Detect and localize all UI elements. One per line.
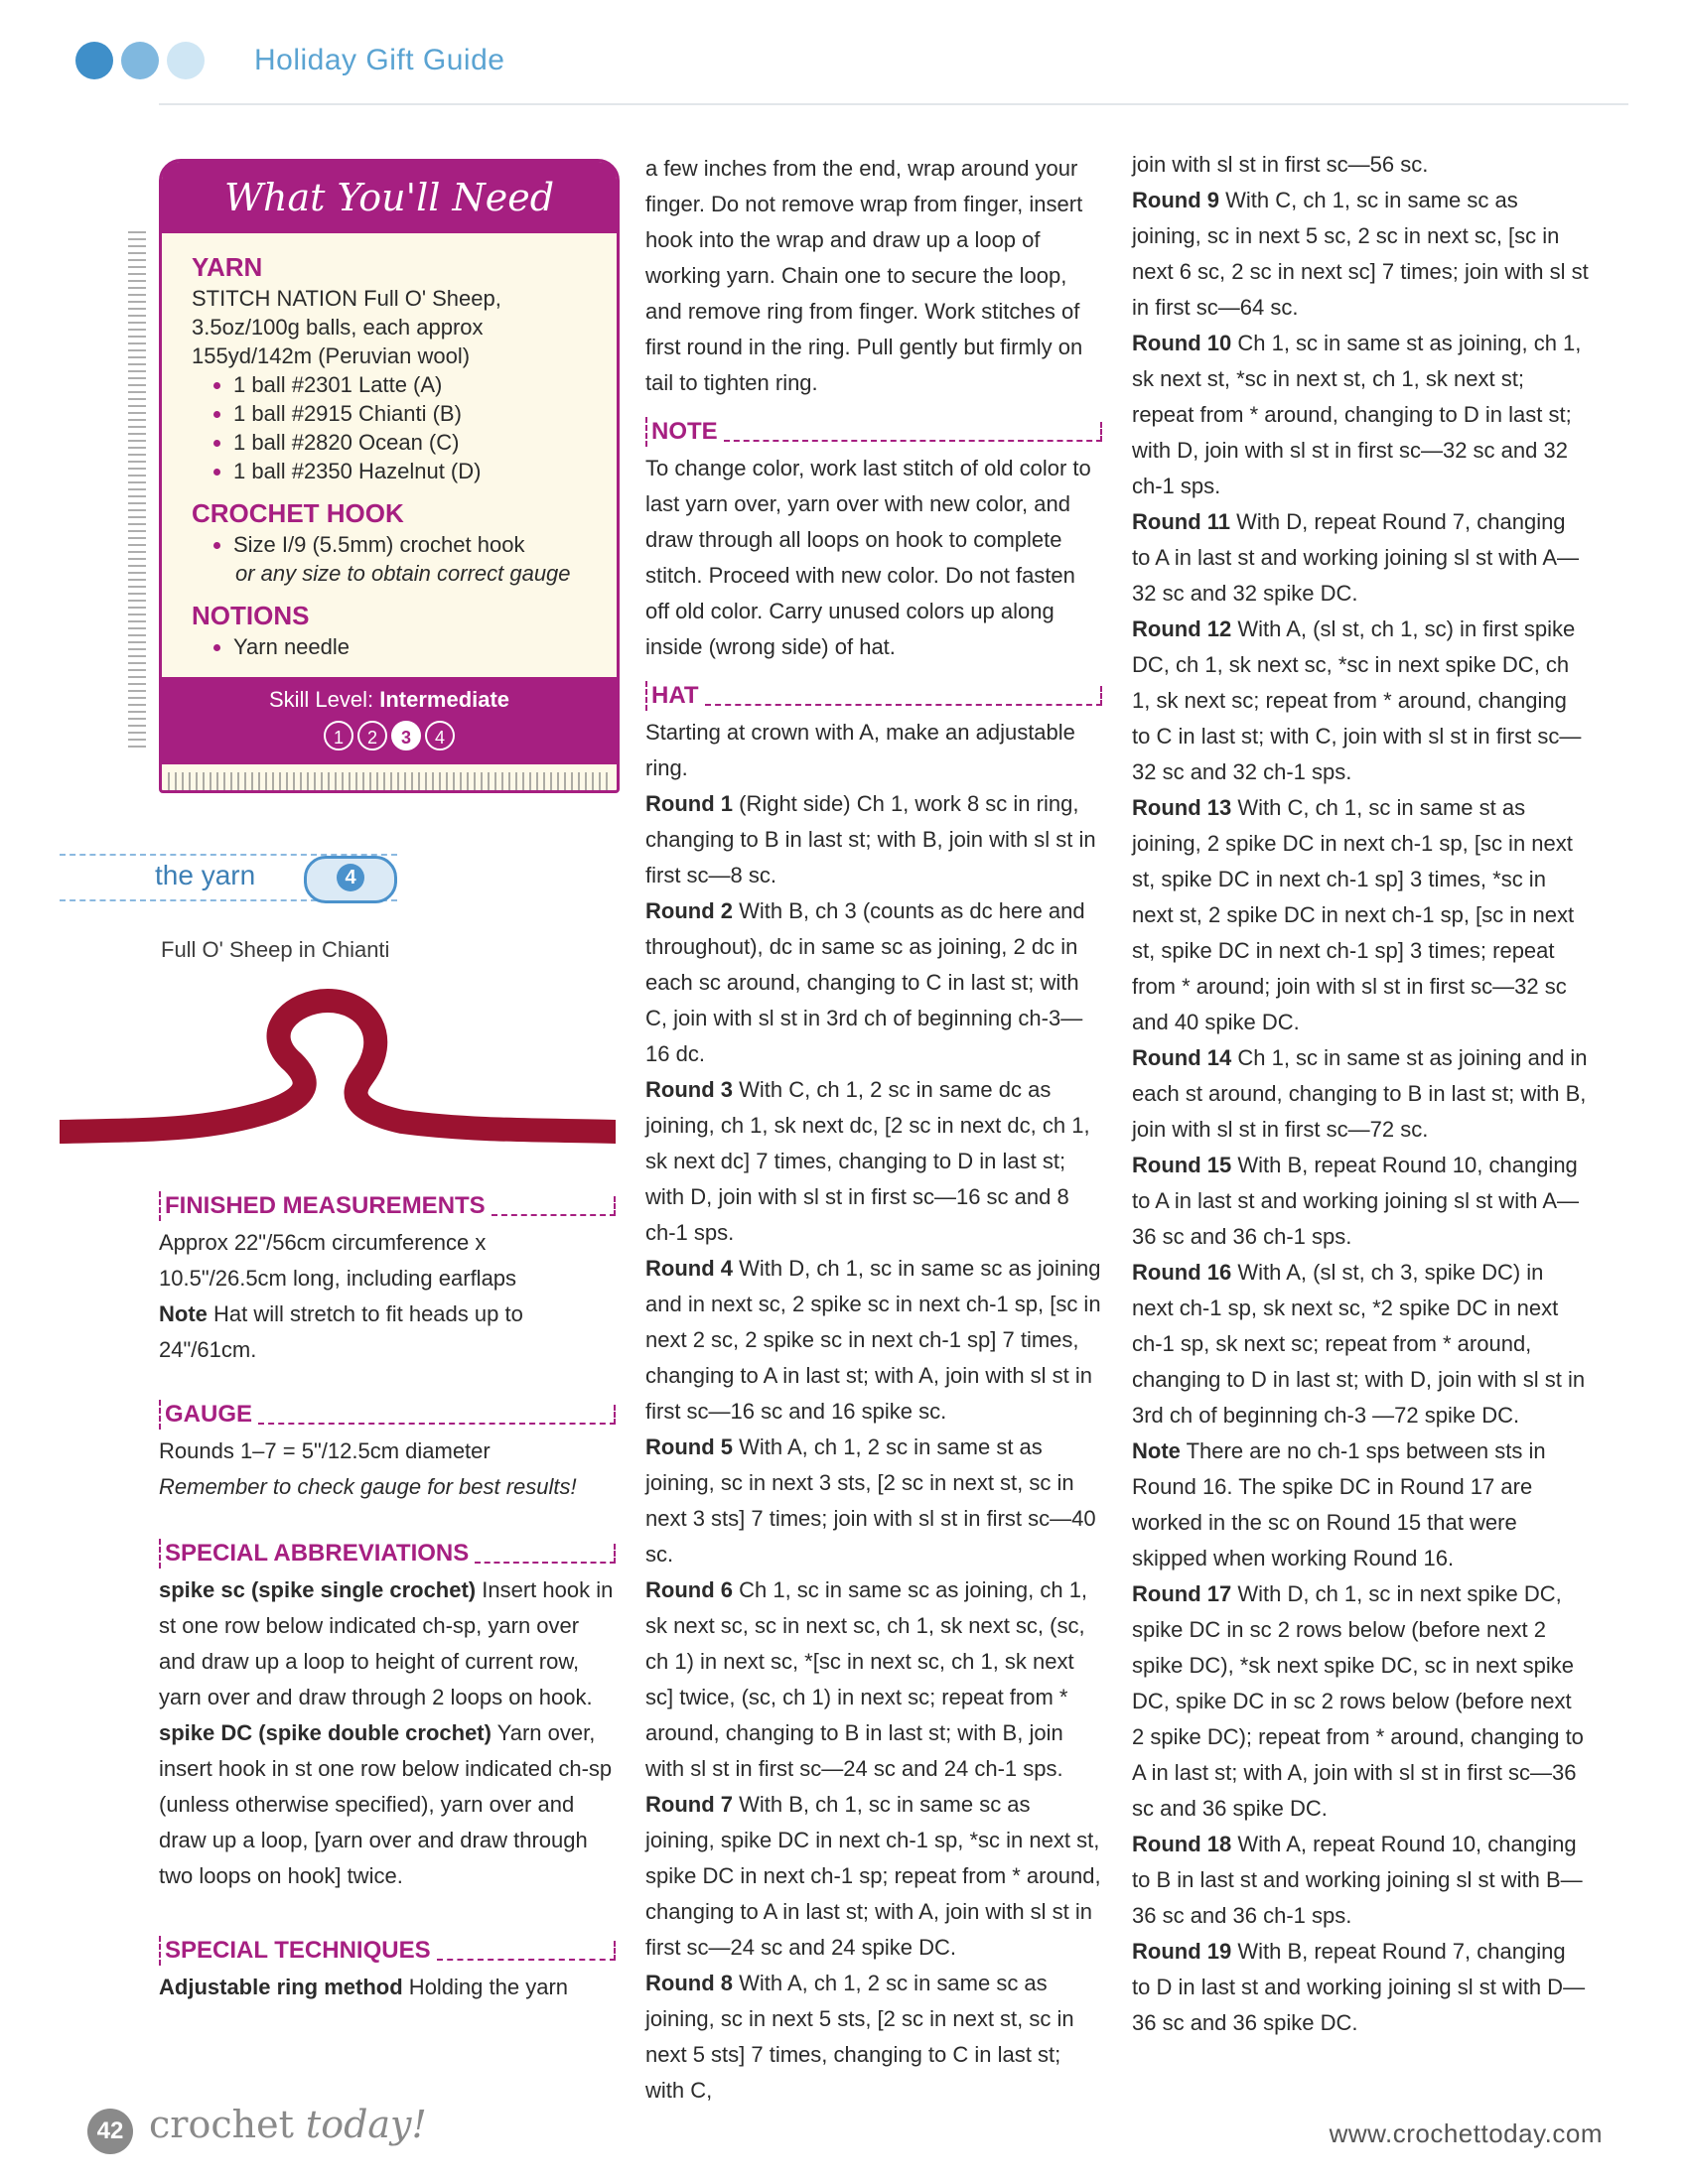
skill-level-indicator xyxy=(162,721,617,751)
left-column xyxy=(159,159,616,793)
list-item: • 1 ball #2301 Latte (A) xyxy=(233,370,597,399)
round-paragraph xyxy=(1132,1255,1589,1433)
gauge-text: Rounds 1–7 = 5"/12.5cm diameter xyxy=(159,1438,491,1463)
abbrev-term: spike sc (spike single crochet) xyxy=(159,1577,477,1602)
dot-light-blue xyxy=(167,42,205,79)
yarn-name: Full O' Sheep in Chianti xyxy=(161,937,390,962)
abbreviations-section xyxy=(159,1539,616,1894)
yarn-heading: YARN xyxy=(192,252,263,282)
dot-mid-blue xyxy=(121,42,159,79)
gauge-heading: GAUGE xyxy=(159,1400,252,1430)
yarn-strand xyxy=(60,1001,616,1132)
round-paragraph xyxy=(1132,326,1589,504)
round-text: With C, ch 1, 2 sc in same dc as joining, ch 1, sk next dc, [2 sc in next dc, ch 1, sk next dc] 7 times, changing to D in last st; with D, join with sl st in first sc—16 sc and 8 ch-1 sps. xyxy=(645,1077,1090,1245)
abbrev-heading: SPECIAL ABBREVIATIONS xyxy=(159,1539,469,1569)
continued-text: join with sl st in first sc—56 sc. xyxy=(1132,152,1429,177)
yarn-desc-3: 155yd/142m (Peruvian wool) xyxy=(192,343,471,368)
hook-heading: CROCHET HOOK xyxy=(192,498,404,528)
brand-logo xyxy=(149,2103,427,2146)
tech-item xyxy=(159,1970,616,2005)
hat-intro: Starting at crown with A, make an adjustable ring. xyxy=(645,720,1075,780)
yarn-desc-1: STITCH NATION Full O' Sheep, xyxy=(192,286,501,311)
yarn-list xyxy=(192,370,597,485)
round-paragraph xyxy=(1132,1576,1589,1827)
round-label: Round 15 xyxy=(1132,1153,1232,1177)
finished-note xyxy=(159,1297,616,1368)
round-text: With B, ch 3 (counts as dc here and throughout), dc in same sc as joining, 2 dc in each sc around, changing to C in last st; with C, join with sl st in 3rd ch of beginning ch-3—16 dc. xyxy=(645,898,1085,1066)
note-label: Note xyxy=(1132,1438,1181,1463)
brand-plain: crochet xyxy=(149,2103,306,2146)
round-paragraph xyxy=(645,786,1102,893)
hat-heading-box xyxy=(645,681,1102,711)
finished-section xyxy=(159,1191,616,1368)
website-url: www.crochettoday.com xyxy=(1329,2118,1603,2148)
hat-heading: HAT xyxy=(645,681,699,711)
round-label: Round 14 xyxy=(1132,1045,1232,1070)
round-paragraph xyxy=(645,1072,1102,1251)
heading-rule xyxy=(437,1941,616,1961)
skill-value: Intermediate xyxy=(379,687,510,712)
round-text: With B, repeat Round 10, changing to A in last st and working joining sl st with A—36 sc and 36 ch-1 sps. xyxy=(1132,1153,1580,1249)
round-label: Round 11 xyxy=(1132,509,1231,534)
gauge-reminder: Remember to check gauge for best results! xyxy=(159,1474,577,1499)
round-paragraph xyxy=(645,1251,1102,1430)
list-item: • 1 ball #2820 Ocean (C) xyxy=(233,428,597,457)
note-text: To change color, work last stitch of old color to last yarn over, yarn over with new color, and draw through all loops on hook to complete stitch. Proceed with new color. Do not fasten off old color. Carry unused colors up along inside (wrong side) of hat. xyxy=(645,456,1091,659)
skill-dot: 2 xyxy=(357,721,387,751)
notions-list xyxy=(192,632,597,661)
tech-term: Adjustable ring method xyxy=(159,1975,403,1999)
note-paragraph xyxy=(1132,1433,1589,1576)
round-paragraph xyxy=(1132,1827,1589,1934)
skill-dot: 4 xyxy=(425,721,455,751)
round-text: With A, ch 1, 2 sc in same sc as joining, sc in next 5 sts, [2 sc in next st, sc in next 5 sts] 7 times, changing to C in last st; with C, xyxy=(645,1971,1074,2103)
list-item: • 1 ball #2350 Hazelnut (D) xyxy=(233,457,597,485)
skill-dot: 1 xyxy=(324,721,353,751)
round-paragraph xyxy=(645,1572,1102,1787)
note-heading: NOTE xyxy=(645,417,718,447)
page-number: 42 xyxy=(87,2109,133,2154)
hook-list xyxy=(192,530,597,588)
dot-dark-blue xyxy=(75,42,113,79)
round-text: With D, repeat Round 7, changing to A in last st and working joining sl st with A—32 sc and 32 spike DC. xyxy=(1132,509,1580,606)
yarn-loop-image xyxy=(60,983,616,1161)
tech-heading-box xyxy=(159,1936,616,1966)
round-text: With A, (sl st, ch 3, spike DC) in next ch-1 sp, sk next sc, *2 spike DC in next ch-1 sp, sk next sc; repeat from * around, changing to D in last st; with D, join with sl st in 3rd ch of beginning ch-3 —72 spike DC. xyxy=(1132,1260,1586,1428)
round-paragraph xyxy=(645,1966,1102,2109)
round-text: With B, repeat Round 7, changing to D in last st and working joining sl st with D—36 sc and 36 spike DC. xyxy=(1132,1939,1586,2035)
heading-rule xyxy=(258,1405,616,1425)
card-body xyxy=(162,233,617,677)
heading-rule xyxy=(724,422,1102,442)
round-label: Round 10 xyxy=(1132,331,1232,355)
abbrev-def: Yarn over, insert hook in st one row below indicated ch-sp (unless otherwise specified), yarn over and draw up a loop, [yarn over and draw through two loops on hook] twice. xyxy=(159,1720,613,1888)
round-text: With C, ch 1, sc in same sc as joining, sc in next 5 sc, 2 sc in next sc, [sc in next 6 sc, 2 sc in next sc] 7 times; join with sl st in first sc—64 sc. xyxy=(1132,188,1589,320)
finished-heading-box xyxy=(159,1191,616,1221)
yarn-weight-number: 4 xyxy=(337,864,364,891)
note-text: There are no ch-1 sps between sts in Round 16. The spike DC in Round 17 are worked in the sc on Round 15 that were skipped when working Round 16. xyxy=(1132,1438,1546,1570)
heading-rule xyxy=(705,686,1102,706)
round-paragraph xyxy=(1132,183,1589,326)
list-item: • 1 ball #2915 Chianti (B) xyxy=(233,399,597,428)
skill-dot: 3 xyxy=(391,721,421,751)
hook-item: Size I/9 (5.5mm) crochet hook xyxy=(233,532,525,557)
abbrev-def: Insert hook in st one row below indicated ch-sp, yarn over and draw up a loop to height of current row, yarn over and draw through 2 loops on hook. xyxy=(159,1577,614,1709)
middle-column xyxy=(645,151,1102,2109)
right-column xyxy=(1132,147,1589,2041)
abbrev-item xyxy=(159,1572,616,1715)
round-label: Round 6 xyxy=(645,1577,733,1602)
round-paragraph xyxy=(1132,1148,1589,1255)
abbrev-term: spike DC (spike double crochet) xyxy=(159,1720,492,1745)
section-title: Holiday Gift Guide xyxy=(254,44,505,76)
round-paragraph xyxy=(645,893,1102,1072)
round-text: With A, (sl st, ch 1, sc) in first spike DC, ch 1, sk next sc, *sc in next spike DC, ch 1, sk next sc; repeat from * around, changing to C in last st; with C, join with sl st in first sc—32 sc and 32 ch-1 sps. xyxy=(1132,616,1582,784)
round-text: With C, ch 1, sc in same st as joining, 2 spike DC in next ch-1 sp, [sc in next st, spike DC in next ch-1 sp] 3 times, *sc in next st, 2 spike DC in next ch-1 sp, [sc in next st, spike DC in next ch-1 sp] 3 times; repeat from * around; join with sl st in first sc—32 sc and 40 spike DC. xyxy=(1132,795,1575,1034)
round-label: Round 7 xyxy=(645,1792,733,1817)
round-paragraph xyxy=(1132,612,1589,790)
round-paragraph xyxy=(1132,790,1589,1040)
header-divider xyxy=(159,103,1628,105)
round-paragraph xyxy=(1132,1934,1589,2041)
round-label: Round 8 xyxy=(645,1971,733,1995)
note-text: Hat will stretch to fit heads up to 24"/61cm. xyxy=(159,1301,523,1362)
note-heading-box xyxy=(645,417,1102,447)
round-label: Round 16 xyxy=(1132,1260,1232,1285)
round-text: With B, ch 1, sc in same sc as joining, spike DC in next ch-1 sp, *sc in next st, spike DC in next ch-1 sp; repeat from * around, changing to A in last st; with A, join with sl st in first sc—24 sc and 24 spike DC. xyxy=(645,1792,1101,1960)
abbrev-heading-box xyxy=(159,1539,616,1569)
yarn-desc-2: 3.5oz/100g balls, each approx xyxy=(192,315,484,340)
card-bottom-binding-icon xyxy=(168,772,611,790)
round-label: Round 17 xyxy=(1132,1581,1232,1606)
round-paragraph xyxy=(1132,1040,1589,1148)
tech-def: Holding the yarn xyxy=(402,1975,569,1999)
hook-alt: or any size to obtain correct gauge xyxy=(235,561,571,586)
list-item: • Yarn needle xyxy=(233,632,597,661)
heading-rule xyxy=(492,1196,616,1216)
notions-heading: NOTIONS xyxy=(192,601,310,630)
spiral-binding-icon xyxy=(128,231,146,751)
round-label: Round 5 xyxy=(645,1434,733,1459)
round-label: Round 2 xyxy=(645,898,733,923)
finished-text: Approx 22"/56cm circumference x 10.5"/26.5cm long, including earflaps xyxy=(159,1230,517,1291)
round-label: Round 9 xyxy=(1132,188,1219,212)
round-text: (Right side) Ch 1, work 8 sc in ring, changing to B in last st; with B, join with sl st in first sc—8 sc. xyxy=(645,791,1096,887)
round-label: Round 4 xyxy=(645,1256,733,1281)
gauge-section xyxy=(159,1400,616,1505)
finished-heading: FINISHED MEASUREMENTS xyxy=(159,1191,486,1221)
round-paragraph xyxy=(645,1787,1102,1966)
what-you-need-card xyxy=(159,159,620,793)
round-label: Round 3 xyxy=(645,1077,733,1102)
card-title: What You'll Need xyxy=(162,162,617,233)
round-text: Ch 1, sc in same sc as joining, ch 1, sk next sc, sc in next sc, ch 1, sk next sc, (sc, ch 1) in next sc, *[sc in next sc, ch 1, sk next sc] twice, (sc, ch 1) in next sc; repeat from * around, changing to B in last st; with B, join with sl st in first sc—24 sc and 24 ch-1 sps. xyxy=(645,1577,1088,1781)
round-text: With D, ch 1, sc in next spike DC, spike DC in sc 2 rows below (before next 2 spike DC), *sk next spike DC, sc in next spike DC, spike DC in sc 2 rows below (before next 2 spike DC); repeat from * around, changing to A in last st; with A, join with sl st in first sc—36 sc and 36 spike DC. xyxy=(1132,1581,1584,1821)
round-paragraph xyxy=(645,1430,1102,1572)
round-text: Ch 1, sc in same st as joining and in each st around, changing to B in last st; with B, join with sl st in first sc—72 sc. xyxy=(1132,1045,1588,1142)
header-dots xyxy=(75,42,205,79)
skill-level-bar xyxy=(162,677,617,764)
ring-intro: a few inches from the end, wrap around your finger. Do not remove wrap from finger, insert hook into the wrap and draw up a loop of working yarn. Chain one to secure the loop, and remove ring from finger. Work stitches of first round in the ring. Pull gently but firmly on tail to tighten ring. xyxy=(645,156,1083,395)
heading-rule xyxy=(475,1544,616,1564)
round-label: Round 18 xyxy=(1132,1832,1232,1856)
yarn-tag-label: the yarn xyxy=(155,860,256,890)
round-label: Round 1 xyxy=(645,791,733,816)
gauge-heading-box xyxy=(159,1400,616,1430)
round-label: Round 13 xyxy=(1132,795,1232,820)
round-label: Round 12 xyxy=(1132,616,1232,641)
round-paragraph xyxy=(1132,504,1589,612)
list-item xyxy=(233,530,597,588)
round-text: With A, repeat Round 10, changing to B in last st and working joining sl st with B—36 sc and 36 ch-1 sps. xyxy=(1132,1832,1583,1928)
yarn-tag xyxy=(60,854,397,901)
round-text: With D, ch 1, sc in same sc as joining and in next sc, 2 spike sc in next ch-1 sp, [sc in next 2 sc, 2 spike sc in next ch-1 sp] 7 times, changing to A in last st; with A, join with sl st in first sc—16 sc and 16 spike sc. xyxy=(645,1256,1101,1424)
techniques-section xyxy=(159,1936,616,2005)
skill-prefix: Skill Level: xyxy=(268,687,380,712)
abbrev-item xyxy=(159,1715,616,1894)
brand-script: today! xyxy=(305,2103,427,2146)
round-label: Round 19 xyxy=(1132,1939,1232,1964)
yarn-weight-icon xyxy=(304,856,397,903)
tech-heading: SPECIAL TECHNIQUES xyxy=(159,1936,431,1966)
note-label: Note xyxy=(159,1301,208,1326)
round-text: Ch 1, sc in same st as joining, ch 1, sk next st, *sc in next st, ch 1, sk next st; repeat from * around, changing to D in last st; with D, join with sl st in first sc—32 sc and 32 ch-1 sps. xyxy=(1132,331,1582,498)
round-text: With A, ch 1, 2 sc in same st as joining, sc in next 3 sts, [2 sc in next st, sc in next 3 sts] 7 times; join with sl st in first sc—40 sc. xyxy=(645,1434,1096,1567)
